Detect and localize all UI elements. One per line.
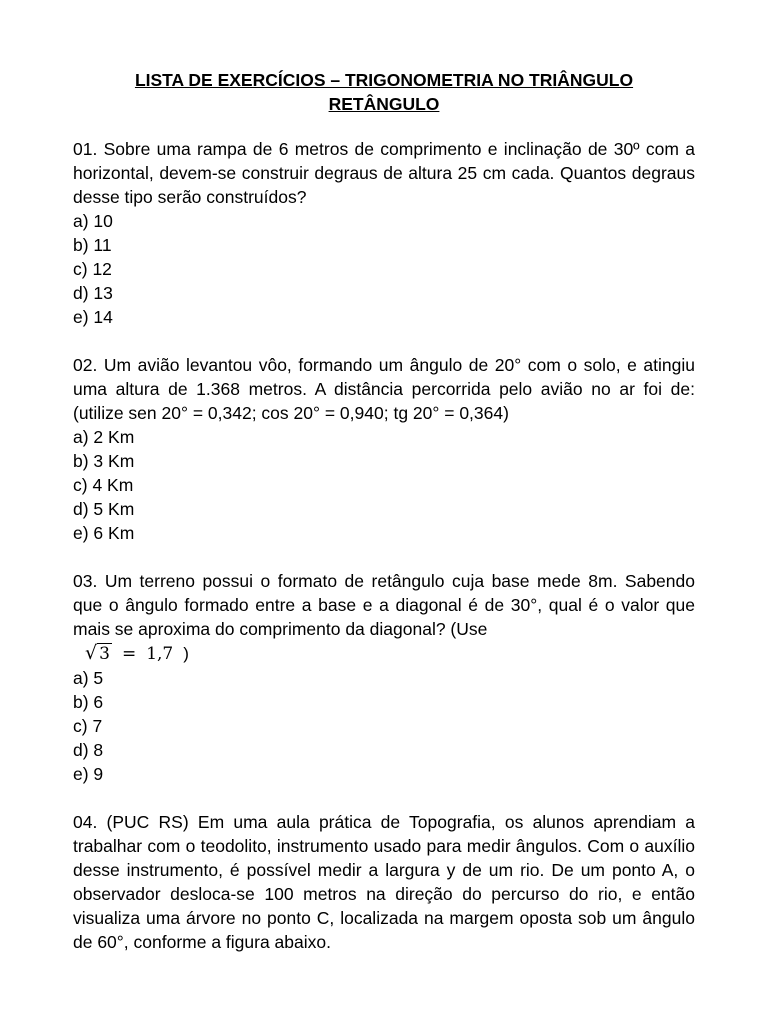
question-02-stem: 02. Um avião levantou vôo, formando um ângulo de 20° com o solo, e atingiu uma altura de 1.368 metros. A distância percorrida pelo avião no ar foi de: (utilize sen 20° = 0,342; cos 20° = 0,940; tg 20° = 0,364)	[73, 355, 695, 423]
title-line-1: LISTA DE EXERCÍCIOS – TRIGONOMETRIA NO TRIÂNGULO	[134, 70, 634, 90]
question-01-option-e: e) 14	[73, 307, 113, 327]
question-01	[73, 137, 695, 329]
question-01-option-c: c) 12	[73, 259, 112, 279]
question-01-option-b: b) 11	[73, 235, 112, 255]
question-04	[73, 810, 695, 954]
question-02-option-c: c) 4 Km	[73, 475, 134, 495]
page-title	[73, 68, 695, 116]
question-02-options	[73, 425, 695, 545]
question-03-option-d: d) 8	[73, 740, 104, 760]
question-02-option-d: d) 5 Km	[73, 499, 135, 519]
question-03-option-b: b) 6	[73, 692, 104, 712]
question-01-stem: 01. Sobre uma rampa de 6 metros de comprimento e inclinação de 30º com a horizontal, devem-se construir degraus de altura 25 cm cada. Quantos degraus desse tipo serão construídos?	[73, 139, 695, 207]
formula-equals: =	[121, 644, 137, 664]
question-01-option-d: d) 13	[73, 283, 113, 303]
question-03	[73, 569, 695, 786]
question-03-stem: 03. Um terreno possui o formato de retângulo cuja base mede 8m. Sabendo que o ângulo formado entre a base e a diagonal é de 30°, qual é o valor que mais se aproxima do comprimento da diagonal? (Use	[73, 571, 695, 639]
formula-value: 1,7	[146, 644, 174, 664]
question-01-option-a: a) 10	[73, 211, 113, 231]
question-04-stem: 04. (PUC RS) Em uma aula prática de Topografia, os alunos aprendiam a trabalhar com o teodolito, instrumento usado para medir ângulos. Com o auxílio desse instrumento, é possível medir a largura y de um rio. De um ponto A, o observador desloca-se 100 metros na direção do percurso do rio, e então visualiza uma árvore no ponto C, localizada na margem oposta sob um ângulo de 60°, conforme a figura abaixo.	[73, 812, 695, 952]
question-02-option-e: e) 6 Km	[73, 523, 135, 543]
question-03-options	[73, 666, 695, 786]
question-03-option-c: c) 7	[73, 716, 103, 736]
sqrt-formula	[73, 641, 695, 666]
question-01-options	[73, 209, 695, 329]
question-03-option-a: a) 5	[73, 668, 104, 688]
question-02	[73, 353, 695, 545]
square-root-icon: √	[85, 642, 98, 664]
formula-radicand: 3	[99, 644, 110, 664]
question-02-option-a: a) 2 Km	[73, 427, 135, 447]
title-line-2: RETÂNGULO	[328, 94, 440, 114]
question-02-option-b: b) 3 Km	[73, 451, 135, 471]
question-03-option-e: e) 9	[73, 764, 104, 784]
formula-close-paren: )	[183, 644, 189, 663]
